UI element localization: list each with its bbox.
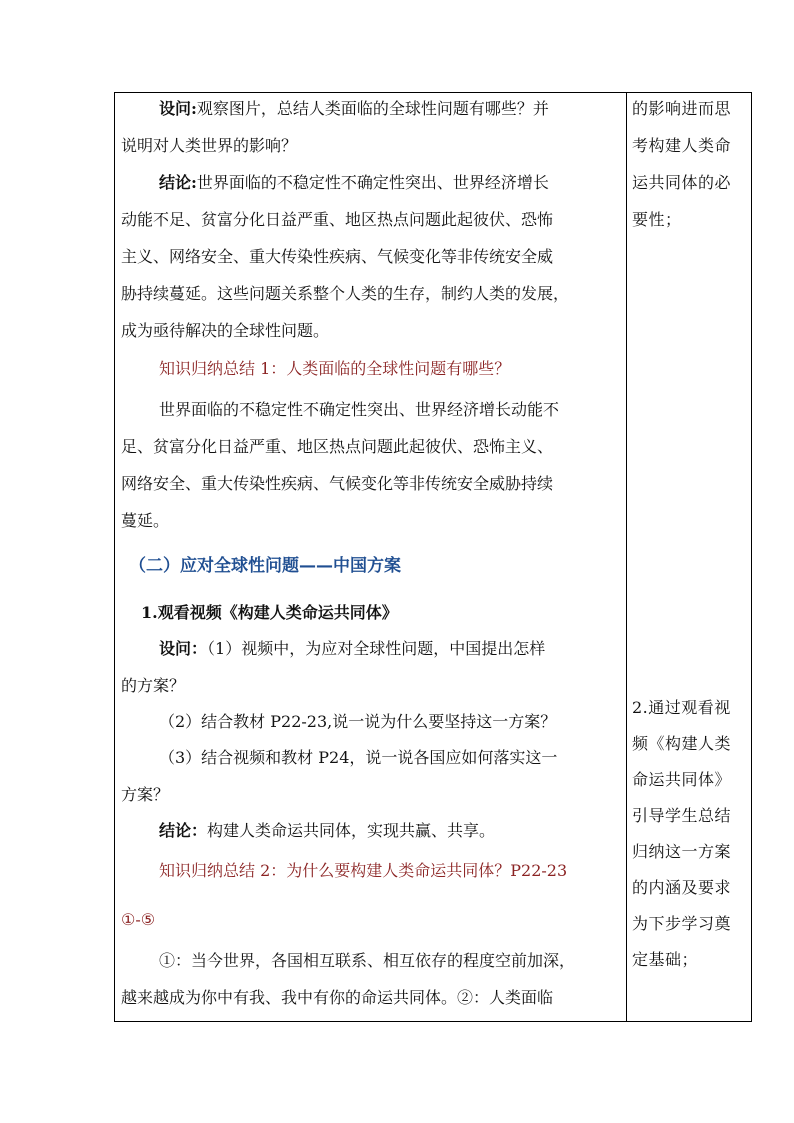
note-top-line-1: 的影响进而思 (632, 99, 732, 118)
note-bottom-line-3: 命运共同体》 (632, 770, 732, 789)
question-2-text: （1）视频中，为应对全球性问题，中国提出怎样 (207, 639, 546, 658)
question-2-line-5: 方案？ (121, 785, 170, 804)
conclusion-2-label: 结论： (159, 821, 208, 840)
question-2-line-2: 的方案？ (121, 676, 186, 695)
conclusion-2 (159, 821, 621, 841)
conclusion-1-line-4: 胁持续蔓延。这些问题关系整个人类的生存，制约人类的发展， (121, 284, 570, 303)
question-1-line-2: 说明对人类世界的影响？ (121, 136, 298, 155)
question-2-line-4: （3）结合视频和教材 P24，说一说各国应如何落实这一 (159, 748, 558, 767)
point-1-line-2: 越来越成为你中有我、我中有你的命运共同体。②：人类面临 (121, 988, 554, 1007)
main-content-column (115, 93, 626, 1021)
knowledge-summary-2-range: ①-⑤ (121, 910, 156, 929)
note-bottom-line-2: 频《构建人类 (632, 734, 732, 753)
note-bottom-line-4: 引导学生总结 (632, 806, 732, 825)
teaching-notes-column (627, 93, 751, 1021)
question-2-line-3: （2）结合教材 P22-23,说一说为什么要坚持这一方案？ (159, 712, 557, 731)
knowledge-1-line-1: 世界面临的不稳定性不确定性突出、世界经济增长动能不 (159, 400, 560, 419)
note-bottom-line-6: 的内涵及要求 (632, 878, 732, 897)
question-1-label: 设问: (159, 99, 197, 118)
note-bottom-line-1: 2.通过观看视 (632, 698, 731, 717)
conclusion-2-text: 构建人类命运共同体，实现共赢、共享。 (207, 821, 496, 840)
conclusion-1-text: 世界面临的不稳定性不确定性突出、世界经济增长 (196, 173, 549, 192)
conclusion-1-line-3: 主义、网络安全、重大传染性疾病、气候变化等非传统安全威 (121, 247, 554, 266)
note-bottom-line-5: 归纳这一方案 (632, 842, 732, 861)
knowledge-1-line-2: 足、贫富分化日益严重、地区热点问题此起彼伏、恐怖主义、 (121, 437, 554, 456)
note-bottom-line-7: 为下步学习奠 (632, 914, 732, 933)
question-2 (159, 639, 621, 659)
note-top-line-2: 考构建人类命 (632, 136, 732, 155)
question-1 (159, 99, 621, 119)
conclusion-1-line-2: 动能不足、贫富分化日益严重、地区热点问题此起彼伏、恐怖 (121, 210, 554, 229)
conclusion-1-line-5: 成为亟待解决的全球性问题。 (121, 321, 330, 340)
note-bottom-line-8: 定基础； (632, 950, 699, 969)
point-1-line-1: ①：当今世界，各国相互联系、相互依存的程度空前加深， (159, 951, 576, 970)
note-top-line-3: 运共同体的必 (632, 173, 732, 192)
conclusion-1-label: 结论: (159, 173, 197, 192)
knowledge-1-line-3: 网络安全、重大传染性疾病、气候变化等非传统安全威胁持续 (121, 474, 554, 493)
knowledge-1-line-4: 蔓延。 (121, 511, 170, 530)
knowledge-summary-2-title: 知识归纳总结 2：为什么要构建人类命运共同体？P22-23 (159, 861, 568, 880)
conclusion-1 (159, 173, 621, 193)
section-2-title: （二）应对全球性问题——中国方案 (129, 556, 401, 576)
question-2-label: 设问： (159, 639, 208, 658)
knowledge-summary-1-title: 知识归纳总结 1：人类面临的全球性问题有哪些？ (159, 359, 511, 378)
lesson-plan-table (114, 92, 752, 1022)
question-1-text: 观察图片，总结人类面临的全球性问题有哪些？并 (196, 99, 549, 118)
note-top-line-4: 要性； (632, 210, 682, 229)
subsection-1-title: 1.观看视频《构建人类命运共同体》 (141, 603, 398, 622)
